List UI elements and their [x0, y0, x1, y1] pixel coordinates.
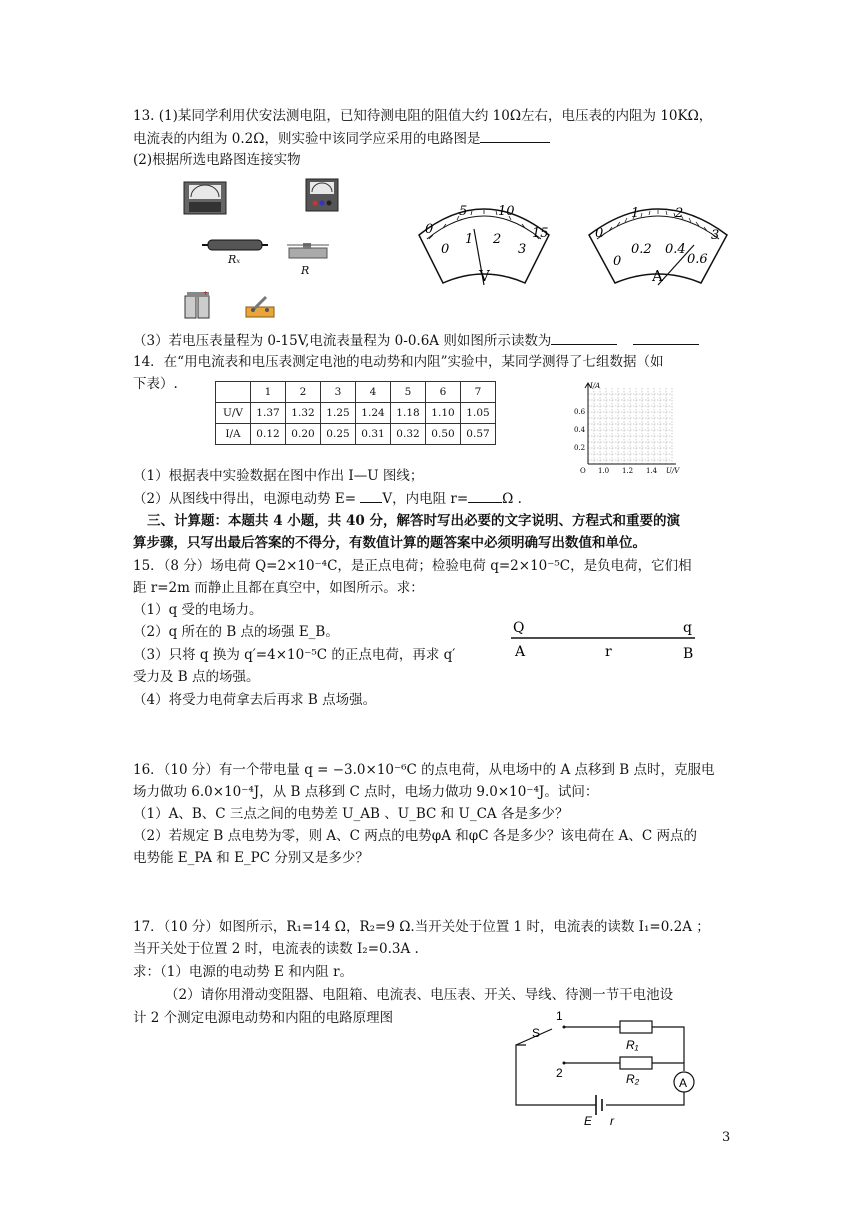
ammeter-top-tick-1: 1 [631, 206, 640, 221]
switch-pos1-label: 1 [556, 1009, 563, 1023]
q15-sub3b: 受力及 B 点的场强。 [133, 669, 260, 685]
ammeter-bottom-tick-0: 0 [613, 254, 622, 269]
q15-sub3: （3）只将 q 换为 q′=4×10⁻⁵C 的正点电荷，再求 q′ [133, 647, 456, 663]
q17-line2: 当开关处于位置 2 时，电流表的读数 I₂=0.3A . [133, 941, 419, 957]
table-cell: 0.25 [321, 424, 356, 445]
table-header-cell: 2 [286, 382, 321, 403]
emf-E-label: E [584, 1114, 593, 1128]
table-header-cell: 5 [391, 382, 426, 403]
q13-volt-reading-blank [551, 330, 617, 345]
q17-circuit-diagram [512, 1005, 712, 1131]
q14-line1: 14．在“用电流表和电压表测定电池的电动势和内阻”实验中，某同学测得了七组数据（如 [133, 354, 664, 370]
q14-sub2a: （2）从图线中得出，电源电动势 E= [133, 491, 357, 507]
q15-line2: 距 r=2m 而静止且都在真空中，如图所示。求： [133, 580, 424, 596]
voltmeter-top-tick-0: 0 [425, 222, 434, 237]
table-cell: 0.31 [356, 424, 391, 445]
switch-icon [244, 293, 276, 319]
ammeter-top-tick-0: 0 [595, 226, 604, 241]
table-header-cell: 3 [321, 382, 356, 403]
table-cell: 1.24 [356, 403, 391, 424]
table-header-cell: 6 [426, 382, 461, 403]
table-cell: 0.57 [461, 424, 496, 445]
graph-y-tick-02: 0.2 [574, 444, 586, 452]
q16-sub1: （1）A、B、C 三点之间的电势差 U_AB 、U_BC 和 U_CA 各是多少？ [133, 806, 569, 822]
voltmeter-bottom-tick-2: 2 [493, 232, 502, 247]
q15-line1: 15．（8 分）场电荷 Q=2×10⁻⁴C，是正点电荷；检验电荷 q=2×10⁻⁵C，是负电荷，它们相 [133, 558, 692, 574]
fig-B-label: B [683, 646, 694, 662]
voltmeter-top-tick-10: 10 [498, 204, 515, 219]
table-cell: 1.05 [461, 403, 496, 424]
q14-sub1: （1）根据表中实验数据在图中作出 I—U 图线； [133, 468, 424, 484]
battery-icon [183, 290, 213, 320]
table-cell: 0.50 [426, 424, 461, 445]
internal-r-label: r [610, 1114, 614, 1128]
q15-charge-figure [505, 614, 705, 664]
q14-sub2c: Ω . [502, 491, 522, 507]
table-row [216, 403, 496, 424]
table-header-cell: 4 [356, 382, 391, 403]
ammeter-top-tick-2: 2 [675, 206, 684, 221]
q15-sub1: （1）q 受的电场力。 [133, 602, 263, 618]
section3-line1: 三、计算题：本题共 4 小题，共 40 分，解答时写出必要的文字说明、方程式和重要的演 [147, 513, 680, 529]
graph-y-tick-06: 0.6 [574, 408, 586, 416]
q13-line2 [133, 128, 550, 149]
graph-x-tick-10: 1.0 [598, 467, 610, 475]
table-cell: 1.10 [426, 403, 461, 424]
table-cell: 0.32 [391, 424, 426, 445]
ammeter-unit: A [652, 267, 663, 285]
q16-sub2b: 电势能 E_PA 和 E_PC 分别又是多少？ [133, 850, 369, 866]
meter-device-2-icon [305, 178, 339, 212]
table-cell: 1.18 [391, 403, 426, 424]
q16-sub2: （2）若规定 B 点电势为零，则 A、C 两点的电势φA 和φC 各是多少？该电荷在 A、C 两点的 [133, 828, 697, 844]
page-number: 3 [722, 1130, 731, 1145]
q13-line3: (2)根据所选电路图连接实物 [133, 152, 301, 168]
resistor-r1-icon [620, 1021, 652, 1033]
q13-answer-blank [480, 128, 550, 143]
ammeter-bottom-tick-04: 0.4 [665, 242, 686, 257]
switch-S-label: S [532, 1026, 541, 1040]
q17-line4: （2）请你用滑动变阻器、电阻箱、电流表、电压表、开关、导线、待测一节干电池设 [165, 987, 674, 1003]
table-cell: 0.12 [251, 424, 286, 445]
resistor-r2-icon [620, 1057, 652, 1069]
q17-line5: 计 2 个测定电源电动势和内阻的电路原理图 [133, 1010, 394, 1026]
q13-line4 [133, 330, 699, 351]
graph-x-label: U/V [666, 467, 680, 475]
fig-r-label: r [605, 644, 612, 660]
svg-text:+: + [203, 290, 209, 297]
q13-line1: 13. (1)某同学利用伏安法测电阻，已知待测电阻的阻值大约 10Ω左右，电压表的内阻为 10KΩ， [133, 108, 713, 124]
internal-resistance-blank [468, 488, 502, 503]
q17-line3: 求：（1）电源的电动势 E 和内阻 r。 [133, 964, 354, 980]
ammeter-bottom-tick-02: 0.2 [631, 242, 652, 257]
fig-q-label: q [683, 620, 692, 636]
fig-A-label: A [515, 644, 526, 660]
graph-origin: O [580, 467, 586, 475]
r1-label: R₁ [626, 1038, 639, 1052]
rx-label: Rₓ [228, 253, 241, 266]
graph-y-tick-04: 0.4 [574, 426, 586, 434]
table-cell: I/A [216, 424, 251, 445]
table-cell: 1.37 [251, 403, 286, 424]
q16-line2: 场力做功 6.0×10⁻⁴J，从 B 点移到 C 点时，电场力做功 9.0×10⁻⁴J。试问： [133, 784, 599, 800]
q15-sub4: （4）将受力电荷拿去后再求 B 点场强。 [133, 692, 377, 708]
switch-pos2-label: 2 [556, 1066, 563, 1080]
voltmeter-top-tick-5: 5 [459, 204, 468, 219]
emf-blank [360, 488, 382, 503]
fig-Q-label: Q [513, 620, 525, 636]
table-cell: U/V [216, 403, 251, 424]
table-header-cell: 1 [251, 382, 286, 403]
r-label: R [301, 264, 310, 277]
r2-label: R₂ [626, 1072, 640, 1086]
table-header-cell [216, 382, 251, 403]
q13-line4-text: （3）若电压表量程为 0-15V,电流表量程为 0-0.6A 则如图所示读数为 [133, 333, 552, 349]
table-cell: 0.20 [286, 424, 321, 445]
voltmeter-top-tick-15: 15 [532, 226, 549, 241]
table-cell: 1.25 [321, 403, 356, 424]
section3-line2: 算步骤，只写出最后答案的不得分，有数值计算的题答案中必须明确写出数值和单位。 [133, 535, 646, 551]
voltmeter-bottom-tick-1: 1 [465, 232, 474, 247]
q15-sub2: （2）q 所在的 B 点的场强 E_B。 [133, 624, 339, 640]
ammeter-top-tick-3: 3 [711, 228, 720, 243]
graph-y-label: I/A [590, 382, 601, 390]
voltmeter-dial [413, 193, 555, 295]
q16-line1: 16．（10 分）有一个带电量 q = −3.0×10⁻⁶C 的点电荷，从电场中的 A 点移到 B 点时，克服电 [133, 762, 715, 778]
q14-data-table [215, 381, 496, 445]
voltmeter-unit: V [479, 267, 490, 285]
meter-device-1-icon [183, 180, 227, 216]
voltmeter-bottom-tick-0: 0 [441, 242, 450, 257]
circuit-ammeter-label: A [679, 1076, 688, 1090]
rheostat-icon [285, 240, 331, 262]
q14-sub2 [133, 488, 522, 509]
table-cell: 1.32 [286, 403, 321, 424]
table-row [216, 424, 496, 445]
q13-line2-text: 电流表的内组为 0.2Ω，则实验中该同学应采用的电路图是 [133, 131, 481, 147]
graph-x-tick-14: 1.4 [646, 467, 658, 475]
q17-line1: 17．（10 分）如图所示，R₁=14 Ω，R₂=9 Ω.当开关处于位置 1 时，电流表的读数 I₁=0.2A ； [133, 919, 710, 935]
voltmeter-bottom-tick-3: 3 [518, 242, 527, 257]
q14-line2: 下表）. [133, 376, 178, 392]
table-header-row [216, 382, 496, 403]
ammeter-bottom-tick-06: 0.6 [687, 252, 708, 267]
graph-x-tick-12: 1.2 [622, 467, 634, 475]
q13-amp-reading-blank [633, 330, 699, 345]
ammeter-dial [583, 193, 733, 295]
table-header-cell: 7 [461, 382, 496, 403]
q14-sub2b: V，内电阻 r= [382, 491, 469, 507]
battery-symbol-icon [596, 1095, 602, 1115]
iu-graph-grid [572, 380, 682, 476]
